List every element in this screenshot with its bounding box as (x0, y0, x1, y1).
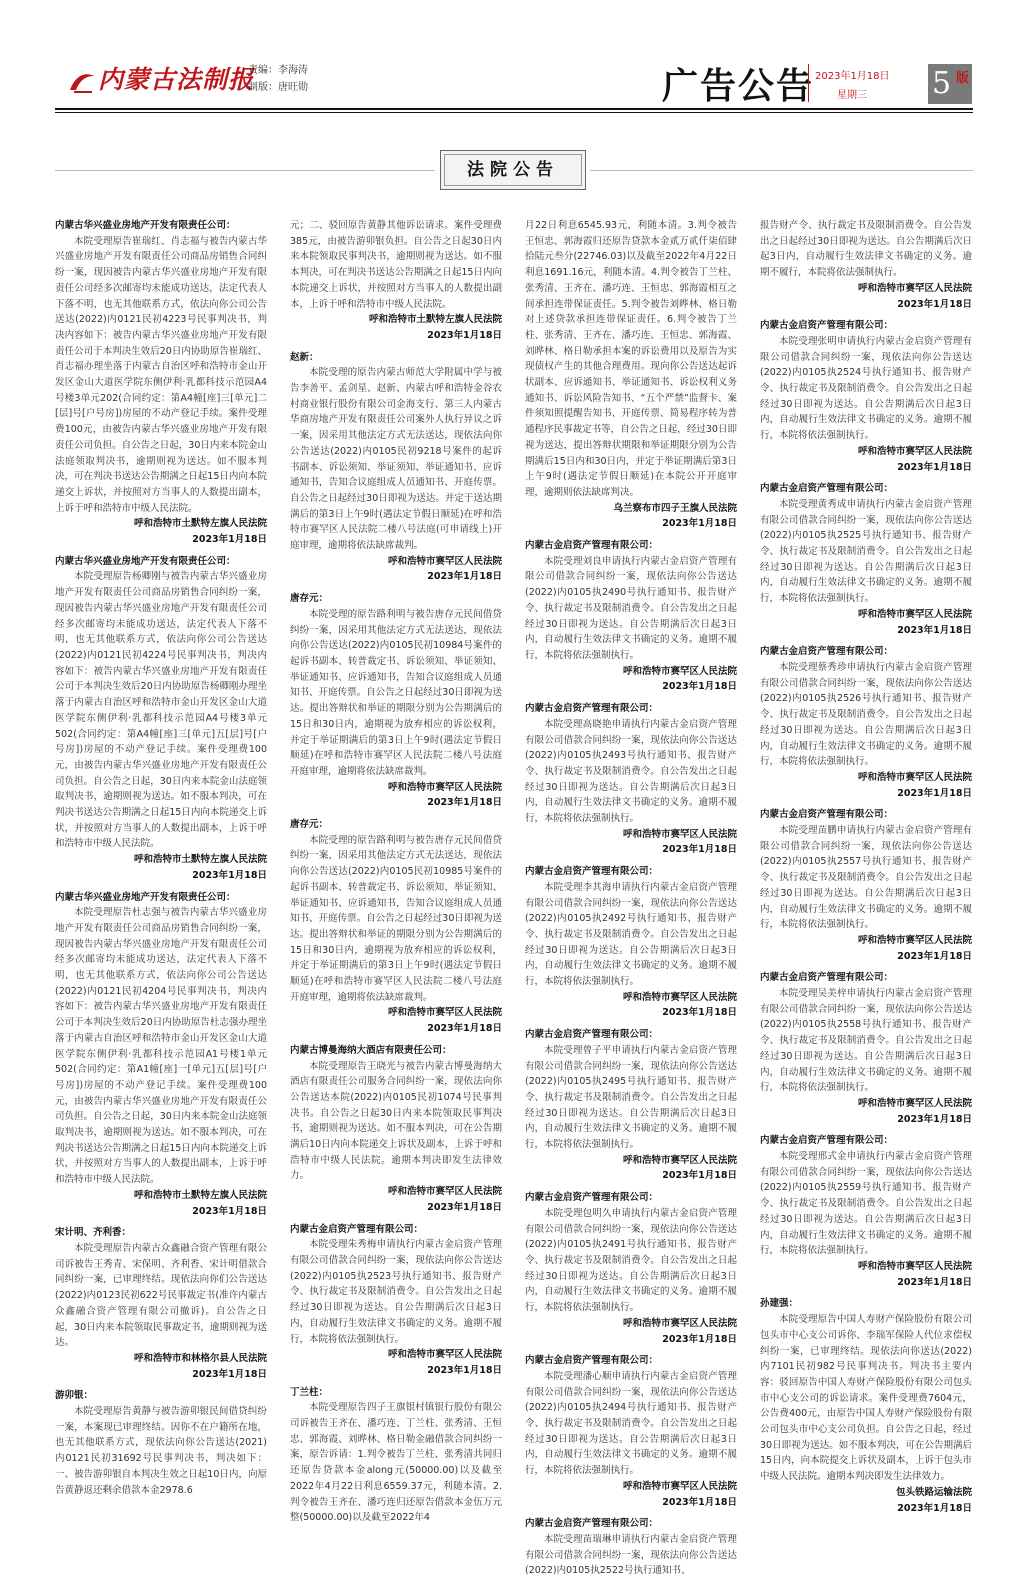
notice-court: 呼和浩特市赛罕区人民法院 (857, 1261, 972, 1272)
issue-date: 2023年1月18日 (815, 71, 890, 82)
notice-date: 2023年1月18日 (427, 329, 502, 341)
section-title: 广告公告 (662, 66, 815, 107)
notice-court: 呼和浩特市赛罕区人民法院 (857, 445, 972, 457)
notice-body: 本院受理原告崔瑞红、肖志福与被告内蒙古华兴盛业房地产开发有限责任公司商品房销售合同纠纷一案，现因被告内蒙古华兴盛业房地产开发有限责任公司经多次邮寄均未能成功送达，法定代表人下落不明，也无其他联系方式，依法向你公司公告送达(2022)内0121民初4223号民事判决书，判决内容如下：被告内蒙古华兴盛业房地产开发有限责任公司于本判决生效后20日内协助原告崔瑞红、肖志福办理坐落于内蒙古自治区呼和浩特市金山开发区金山大道医学院东侧伊利·乳都科技示范园A4号楼3单元202(合同约定：第A4幢[座]三[单元]二[层]号[户号房])房屋的不动产登记手续。案件受理费100元，由被告内蒙古华兴盛业房地产开发有限责任公司负担。自公告之日起，30日内来本院金山法庭领取判决书，逾期则视为送达。如不服本判决，可在判决书送达公告期满之日起15日内向本院递交上诉状，并按照对方当事人的人数提出副本，上诉于呼和浩特市中级人民法院。 (55, 235, 267, 514)
notice-addressee: 内蒙古金启资产管理有限公司： (760, 320, 894, 332)
notice-body: 本院受理原告杨卿刚与被告内蒙古华兴盛业房地产开发有限责任公司商品房销售合同纠纷一案，现因被告内蒙古华兴盛业房地产开发有限责任公司经多次邮寄均未能成功送达，法定代表人下落不明，也无其他联系方式，依法向你公司公告送达(2022)内0121民初4224号民事判决书，判决内容如下：被告内蒙古华兴盛业房地产开发有限责任公司于本判决生效后20日内协助原告杨卿刚办理坐落于内蒙古自治区呼和浩特市金山开发区金山大道医学院东侧伊利·乳都科技示范园A4号楼3单元502(合同约定：第A4幢[座]三[单元]五[层]号[户号房])房屋的不动产登记手续。案件受理费100元，由被告内蒙古华兴盛业房地产开发有限责任公司负担。自公告之日起，30日内来本院金山法庭领取判决书，逾期则视为送达。如不服本判决，可在判决书送达公告期满之日起15日内向本院递交上诉状，并按照对方当事人的人数提出副本，上诉于呼和浩特市中级人民法院。 (55, 571, 267, 850)
notice-court: 呼和浩特市赛罕区人民法院 (622, 1317, 737, 1329)
banner-right-line (590, 170, 973, 171)
notice-court: 呼和浩特市赛罕区人民法院 (857, 608, 972, 620)
notice-date: 2023年1月18日 (897, 787, 972, 799)
notice-body: 本院受理黄秀成申请执行内蒙古金启资产管理有限公司借款合同纠纷一案，现依法向你公告送达(2022)内0105执2525号执行通知书、报告财产令、执行裁定书及限制消费令。自公告发出之日起经过30日即视为送达。自公告期满后次日起3日内，自动履行生效法律文书确定的义务。逾期不履行，本院将依法强制执行。 (760, 498, 972, 605)
notice-body: 本院受理曾子平申请执行内蒙古金启资产管理有限公司借款合同纠纷一案，现依法向你公告送达(2022)内0105执2495号执行通知书、报告财产令、执行裁定书及限制消费令。自公告发出之日起经过30日即视为送达。自公告期满后次日起3日内，自动履行生效法律文书确定的义务。逾期不履行，本院将依法强制执行。 (525, 1044, 737, 1151)
page-label: 版 (955, 71, 969, 86)
notice-date: 2023年1月18日 (897, 624, 972, 636)
notice-body: 本院受理原告中国人寿财产保险股份有限公司包头市中心支公司诉你、李瑞军保险人代位求偿权纠纷一案，已审理终结。现依法向你送达(2022)内7101民初982号民事判决书。判决书主要内容：驳回原告中国人寿财产保险股份有限公司包头市中心支公司的诉讼请求。案件受理费7604元，公告费400元，由原告中国人寿财产保险股份有限公司包头市中心支公司负担。自公告之日起，经过30日即视为送达。如不服本判决，可在公告期满后15日内，向本院提交上诉状及副本，上诉于包头市中级人民法院。逾期本判决即发生法律效力。 (760, 1314, 972, 1483)
notice-body-continued: 元；二、驳回原告黄静其他诉讼请求。案件受理费385元，由被告游卯银负担。自公告之日起30日内来本院领取民事判决书，逾期则视为送达。如不服本判决，可在判决书送达公告期满之日起15日内向本院递交上诉状，并按照对方当事人的人数提出副本，上诉于呼和浩特市中级人民法院。 (290, 220, 502, 310)
editor-line: 责编：李海涛 (248, 65, 308, 76)
notice-body: 本院受理苗瑞琳申请执行内蒙古金启资产管理有限公司借款合同纠纷一案，现依法向你公告送达(2022)内0105执2522号执行通知书、 (525, 1533, 737, 1577)
notice-body: 本院受理的原告路利明与被告唐存元民间借贷纠纷一案，因采用其他法定方式无法送达，现依法向你公告送达(2022)内0105民初10984号案件的起诉书副本、转普裁定书、诉讼须知、举证须知、举证通知书、应诉通知书，告知合议庭组成人员通知书、开庭传票。自公告之日起经过30日即视为送达。提出答辩状和举证的期限分别为公告期满后的15日和30日内，逾期视为放弃相应的诉讼权利，并定于举证期满后的第3日上午9时(遇法定节假日顺延)在呼和浩特市赛罕区人民法院二楼八号法庭开庭审理，逾期将依法缺席裁判。 (290, 608, 502, 777)
notice-body: 本院受理高晓艳申请执行内蒙古金启资产管理有限公司借款合同纠纷一案，现依法向你公告送达(2022)内0105执2493号执行通知书、报告财产令、执行裁定书及限制消费令。自公告发出之日起经过30日即视为送达。自公告期满后次日起3日内，自动履行生效法律文书确定的义务。逾期不履行，本院将依法强制执行。 (525, 718, 737, 825)
notice-date: 2023年1月18日 (427, 1201, 502, 1213)
notice-court: 呼和浩特市和林格尔县人民法院 (133, 1352, 267, 1364)
notice-date: 2023年1月18日 (427, 1364, 502, 1376)
notice-addressee: 唐存元： (290, 593, 329, 605)
notice-court: 呼和浩特市土默特左旗人民法院 (133, 854, 267, 866)
notice-addressee: 内蒙古金启资产管理有限公司： (525, 540, 659, 552)
notice-body: 本院受理潘心顺申请执行内蒙古金启资产管理有限公司借款合同纠纷一案，现依法向你公告送达(2022)内0105执2494号执行通知书、报告财产令、执行裁定书及限制消费令。自公告发出之日起经过30日即视为送达。自公告期满后次日起3日内，自动履行生效法律文书确定的义务。逾期不履行，本院将依法强制执行。 (525, 1370, 737, 1477)
notice-court: 包头铁路运输法院 (895, 1486, 972, 1498)
notice-addressee: 宋计明、齐利香： (55, 1227, 132, 1239)
notice-date: 2023年1月18日 (427, 571, 502, 583)
producer-line: 制版：唐旺勋 (248, 82, 308, 93)
notice-body: 本院受理蔡秀珍申请执行内蒙古金启资产管理有限公司借款合同纠纷一案，现依法向你公告送达(2022)内0105执2526号执行通知书、报告财产令、执行裁定书及限制消费令。自公告发出之日起经过30日即视为送达。自公告期满后次日起3日内，自动履行生效法律文书确定的义务。逾期不履行，本院将依法强制执行。 (760, 661, 972, 768)
notice-addressee: 内蒙古华兴盛业房地产开发有限责任公司： (55, 220, 236, 231)
notice-body: 本院受理邢式金申请执行内蒙古金启资产管理有限公司借款合同纠纷一案，现依法向你公告送达(2022)内0105执2559号执行通知书、报告财产令、执行裁定书及限制消费令。自公告发出之日起经过30日即视为送达。自公告期满后次日起3日内，自动履行生效法律文书确定的义务。逾期不履行，本院将依法强制执行。 (760, 1151, 972, 1257)
notice-body: 本院受理原告内蒙古众鑫融合资产管理有限公司诉被告王秀青、宋保明、齐利香、宋计明借款合同纠纷一案，已审理终结。现依法向你们公告送达(2022)内0123民初622号民事裁定书(准许内蒙古众鑫融合资产管理有限公司撤诉)。自公告之日起，30日内来本院领取民事裁定书，逾期则视为送达。 (55, 1243, 267, 1349)
date-box (808, 64, 925, 102)
notice-body-continued: 报告财产令、执行裁定书及限制消费令。自公告发出之日起经过30日即视为送达。自公告期满后次日起3日内，自动履行生效法律文书确定的义务。逾期不履行，本院将依法强制执行。 (760, 220, 972, 279)
notice-date: 2023年1月18日 (662, 1170, 737, 1182)
notice-body: 本院受理原告杜志强与被告内蒙古华兴盛业房地产开发有限责任公司商品房销售合同纠纷一案，现因被告内蒙古华兴盛业房地产开发有限责任公司经多次邮寄均未能成功送达，法定代表人下落不明，也无其他联系方式，依法向你公司公告送达(2022)内0121民初4204号民事判决书，判决内容如下：被告内蒙古华兴盛业房地产开发有限责任公司于本判决生效后20日内协助原告杜志强办理坐落于内蒙古自治区呼和浩特市金山开发区金山大道医学院东侧伊利·乳都科技示范园A1号楼1单元502(合同约定：第A1幢[座]一[单元]五[层]号[户号房])房屋的不动产登记手续。案件受理费100元，由被告内蒙古华兴盛业房地产开发有限责任公司负担。自公告之日起，30日内来本院金山法庭领取判决书，逾期则视为送达。如不服本判决，可在判决书送达公告期满之日起15日内向本院递交上诉状，并按照对方当事人的人数提出副本，上诉于呼和浩特市中级人民法院。 (55, 907, 267, 1186)
masthead (0, 0, 1024, 118)
notice-court: 呼和浩特市赛罕区人民法院 (857, 282, 972, 294)
notice-body: 本院受理李其海申请执行内蒙古金启资产管理有限公司借款合同纠纷一案，现依法向你公告送达(2022)内0105执2492号执行通知书、报告财产令、执行裁定书及限制消费令。自公告发出之日起经过30日即视为送达。自公告期满后次日起3日内，自动履行生效法律文书确定的义务。逾期不履行，本院将依法强制执行。 (525, 881, 737, 988)
notice-addressee: 内蒙古金启资产管理有限公司： (525, 1355, 659, 1367)
page-number-box (928, 64, 972, 104)
notice-date: 2023年1月18日 (662, 844, 737, 856)
notice-addressee: 内蒙古金启资产管理有限公司： (760, 809, 894, 821)
notice-court: 乌兰察布市四子王旗人民法院 (613, 502, 737, 514)
notice-date: 2023年1月18日 (192, 1205, 267, 1217)
notice-addressee: 孙建强： (760, 1298, 799, 1310)
notice-body: 本院受理刘良申请执行内蒙古金启资产管理有限公司借款合同纠纷一案，现依法向你公告送达(2022)内0105执2490号执行通知书、报告财产令、执行裁定书及限制消费令。自公告发出之日起经过30日即视为送达。自公告期满后次日起3日内，自动履行生效法律文书确定的义务。逾期不履行，本院将依法强制执行。 (525, 555, 737, 661)
notice-date: 2023年1月18日 (662, 681, 737, 693)
notice-addressee: 内蒙古金启资产管理有限公司： (525, 1518, 659, 1530)
notice-addressee: 内蒙古金启资产管理有限公司： (760, 972, 894, 984)
header-rule-thin (55, 112, 973, 113)
notice-body: 本院受理包明久申请执行内蒙古金启资产管理有限公司借款合同纠纷一案，现依法向你公告送达(2022)内0105执2491号执行通知书、报告财产令、执行裁定书及限制消费令。自公告发出之日起经过30日即视为送达。自公告期满后次日起3日内，自动履行生效法律文书确定的义务。逾期不履行，本院将依法强制执行。 (525, 1207, 737, 1314)
notice-court: 呼和浩特市赛罕区人民法院 (387, 1186, 502, 1198)
notice-court: 呼和浩特市赛罕区人民法院 (622, 828, 737, 840)
column-2 (290, 218, 502, 1526)
column-3 (525, 218, 737, 1579)
editor-credits (248, 62, 308, 96)
notice-date: 2023年1月18日 (192, 534, 267, 546)
notice-addressee: 内蒙古金启资产管理有限公司： (525, 1192, 659, 1204)
notice-court: 呼和浩特市赛罕区人民法院 (387, 1349, 502, 1361)
notice-date: 2023年1月18日 (897, 950, 972, 962)
notice-court: 呼和浩特市赛罕区人民法院 (622, 991, 737, 1003)
notice-body: 本院受理的原告内蒙古师范大学附属中学与被告李善平、孟剑星、赵新、内蒙古呼和浩特金谷农村商业银行股份有限公司金海支行、第三人内蒙古华商房地产开发有限责任公司案外人执行异议之诉一案，因采用其他法定方式无法送达，现依法向你公告送达(2022)内0105民初9218号案件的起诉书副本、诉讼须知、举证须知、举证通知书、应诉通知书，告知合议庭组成人员通知书、开庭传票。自公告之日起经过30日即视为送达。并定于送达期满后的第3日上午9时(遇法定节假日顺延)在呼和浩特市赛罕区人民法院二楼八号法庭(可申请线上)开庭审理，逾期将依法缺席裁判。 (290, 367, 502, 552)
notice-date: 2023年1月18日 (897, 461, 972, 473)
notice-court: 呼和浩特市赛罕区人民法院 (622, 665, 737, 677)
notice-court: 呼和浩特市赛罕区人民法院 (857, 934, 972, 946)
notice-court: 呼和浩特市土默特左旗人民法院 (368, 314, 502, 326)
notice-date: 2023年1月18日 (662, 1496, 737, 1508)
notice-body: 本院受理吴美梓申请执行内蒙古金启资产管理有限公司借款合同纠纷一案，现依法向你公告送达(2022)内0105执2558号执行通知书、报告财产令、执行裁定书及限制消费令。自公告发出之日起经过30日即视为送达。自公告期满后次日起3日内，自动履行生效法律文书确定的义务。逾期不履行，本院将依法强制执行。 (760, 988, 972, 1094)
notice-date: 2023年1月18日 (662, 518, 737, 530)
notice-addressee: 内蒙古金启资产管理有限公司： (760, 646, 894, 658)
notice-body: 本院受理朱秀梅申请执行内蒙古金启资产管理有限公司借款合同纠纷一案，现依法向你公告送达(2022)内0105执2523号执行通知书、报告财产令、执行裁定书及限制消费令。自公告发出之日起经过30日即视为送达。自公告期满后次日起3日内，自动履行生效法律文书确定的义务。逾期不履行，本院将依法强制执行。 (290, 1239, 502, 1345)
notice-addressee: 内蒙古金启资产管理有限公司： (290, 1223, 424, 1235)
column-4 (760, 218, 972, 1516)
notice-date: 2023年1月18日 (427, 797, 502, 809)
notice-addressee: 唐存元： (290, 819, 329, 831)
notice-court: 呼和浩特市赛罕区人民法院 (857, 771, 972, 783)
notice-date: 2023年1月18日 (662, 1007, 737, 1019)
notice-date: 2023年1月18日 (897, 1502, 972, 1514)
notice-court: 呼和浩特市赛罕区人民法院 (622, 1480, 737, 1492)
notice-court: 呼和浩特市土默特左旗人民法院 (133, 518, 267, 530)
notice-addressee: 内蒙古金启资产管理有限公司： (525, 866, 659, 878)
notice-addressee: 游卯银： (55, 1390, 94, 1402)
notice-body: 本院受理原告四子王旗银村镇银行股份有限公司诉被告王齐在、潘巧连、丁兰柱、张秀清、王恒忠、郭海霞、刘晔林、格日勒金融借款合同纠纷一案，原告诉请：1.判令被告丁兰柱、张秀清共同归还原告贷款本金along元(50000.00)以及截至2022年4月22日利息6559.37元，利随本清。2.判令被告王齐在、潘巧连归还原告借款本金伍万元整(50000.00)以及截至2022年4 (290, 1402, 502, 1524)
notice-date: 2023年1月18日 (192, 1368, 267, 1380)
notice-date: 2023年1月18日 (427, 1023, 502, 1035)
issue-weekday: 星期三 (837, 90, 867, 101)
notice-date: 2023年1月18日 (662, 1333, 737, 1345)
notice-date: 2023年1月18日 (897, 298, 972, 310)
banner-left-line (55, 170, 435, 171)
notice-court: 呼和浩特市土默特左旗人民法院 (133, 1189, 267, 1201)
notice-date: 2023年1月18日 (897, 1276, 972, 1288)
notice-body: 本院受理的原告路利明与被告唐存元民间借贷纠纷一案，因采用其他法定方式无法送达，现依法向你公告送达(2022)内0105民初10985号案件的起诉书副本、转普裁定书、诉讼须知、举证须知、举证通知书、应诉通知书，告知合议庭组成人员通知书、开庭传票。自公告之日起经过30日即视为送达。提出答辩状和举证的期限分别为公告期满后的15日和30日内，逾期视为放弃相应的诉讼权利，并定于举证期满后的第3日上午9时(遇法定节假日顺延)在呼和浩特市赛罕区人民法院二楼八号法庭开庭审理，逾期将依法缺席裁判。 (290, 834, 502, 1003)
notice-body: 本院受理张明申请执行内蒙古金启资产管理有限公司借款合同纠纷一案，现依法向你公告送达(2022)内0105执2524号执行通知书、报告财产令、执行裁定书及限制消费令。自公告发出之日起经过30日即视为送达。自公告期满后次日起3日内，自动履行生效法律文书确定的义务。逾期不履行，本院将依法强制执行。 (760, 335, 972, 442)
banner-title: 法院公告 (444, 154, 582, 186)
notice-court: 呼和浩特市赛罕区人民法院 (387, 555, 502, 567)
notice-addressee: 内蒙古金启资产管理有限公司： (760, 483, 894, 495)
notice-body: 本院受理苗鹏申请执行内蒙古金启资产管理有限公司借款合同纠纷一案，现依法向你公告送达(2022)内0105执2557号执行通知书、报告财产令、执行裁定书及限制消费令。自公告发出之日起经过30日即视为送达。自公告期满后次日起3日内，自动履行生效法律文书确定的义务。逾期不履行，本院将依法强制执行。 (760, 825, 972, 931)
notice-court: 呼和浩特市赛罕区人民法院 (622, 1154, 737, 1166)
court-notice-banner (440, 150, 586, 190)
logo-text: 内蒙古法制报 (98, 65, 255, 94)
notice-addressee: 内蒙古金启资产管理有限公司： (525, 1029, 659, 1041)
notice-date: 2023年1月18日 (192, 869, 267, 881)
notice-addressee: 内蒙古华兴盛业房地产开发有限责任公司： (55, 555, 236, 567)
notice-addressee: 内蒙古金启资产管理有限公司： (760, 1135, 894, 1147)
notice-body: 本院受理原告黄静与被告游卯银民间借贷纠纷一案，本案现已审理终结。因你不在户籍所在地，也无其他联系方式，现依法向你公告送达(2021)内0121民初31692号民事判决书，判决如下：一、被告游卯银自本判决生效之日起10日内，向原告黄静返还剩余借款本金2978.6 (55, 1406, 267, 1496)
notice-court: 呼和浩特市赛罕区人民法院 (857, 1097, 972, 1109)
notice-date: 2023年1月18日 (897, 1113, 972, 1125)
notice-body: 本院受理原告王晓光与被告内蒙古博曼海纳大酒店有限责任公司服务合同纠纷一案，现依法向你公告送达本院(2022)内0105民初1074号民事判决书。自公告之日起30日内来本院领取民事判决书，逾期则视为送达。如不服本判决，可在公告期满后10日内向本院递交上诉状及副本，上诉于呼和浩特市中级人民法院。逾期本判决即发生法律效力。 (290, 1060, 502, 1182)
notice-addressee: 赵新： (290, 351, 319, 363)
notice-addressee: 内蒙古博曼海纳大酒店有限责任公司： (290, 1044, 452, 1056)
header-rule-thick (55, 108, 973, 110)
logo-emblem-icon (68, 70, 96, 94)
notice-addressee: 内蒙古金启资产管理有限公司： (525, 703, 659, 715)
notice-court: 呼和浩特市赛罕区人民法院 (387, 1007, 502, 1019)
notice-body-continued: 月22日利息6545.93元，利随本清。3.判令被告王恒忠、郭海霞归还原告贷款本金贰万贰仟柒佰肆拾陆元叁分(22746.03)以及截至2022年4月22日利息1691.16元，利随本清。4.判令被告丁兰柱、张秀清、王齐在、潘巧连、王恒忠、郭海霞相互之间承担连带保证责任。5.判令被告刘晔林、格日勒对上述贷款承担连带保证责任。6.判令被告丁兰柱、张秀清、王齐在、潘巧连、王恒忠、郭海霞、刘晔林、格日勒承担本案的诉讼费用以及原告为实现债权产生的其他合理费用。现向你公告送达起诉状副本、应诉通知书、举证通知书、诉讼权利义务通知书、诉讼风险告知书、“五个严禁”监督卡、案件须知照提醒告知书、开庭传票、简易程序转为普通程序民事裁定书等，自公告之日起，经过30日即视为送达，提出答辩状期限和举证期限分别为公告期满后15日内和30日内，并定于举证期满后第3日上午9时(遇法定节假日顺延)在本院公开开庭审理，逾期则依法缺席判决。 (525, 220, 737, 498)
notice-addressee: 内蒙古华兴盛业房地产开发有限责任公司： (55, 891, 236, 903)
column-1 (55, 218, 267, 1498)
newspaper-logo (68, 60, 255, 100)
page-number: 5 (932, 66, 952, 101)
notice-court: 呼和浩特市赛罕区人民法院 (387, 781, 502, 793)
notice-addressee: 丁兰柱： (290, 1386, 329, 1398)
